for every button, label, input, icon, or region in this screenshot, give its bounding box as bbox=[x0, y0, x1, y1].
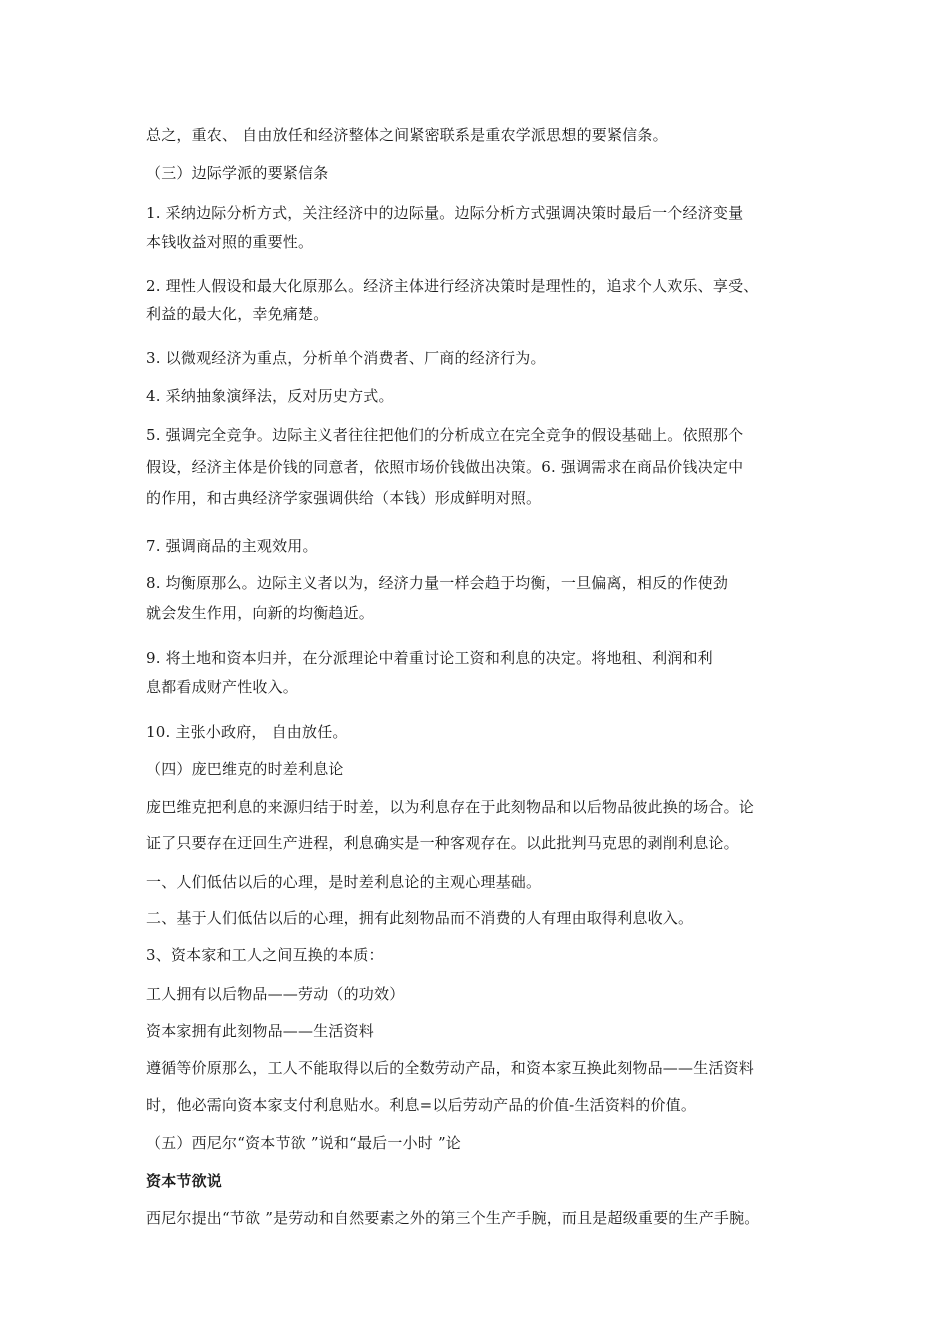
list-item-text: 9. 将土地和资本归并，在分派理论中着重讨论工资和利息的决定。将地租、利润和利 bbox=[146, 649, 713, 667]
text-line: 一、人们低估以后的心理，是时差利息论的主观心理基础。 bbox=[146, 873, 542, 891]
list-item-text: 5. 强调完全竞争。边际主义者往往把他们的分析成立在完全竞争的假设基础上。依照那个 bbox=[146, 426, 744, 444]
section-heading: （四）庞巴维克的时差利息论 bbox=[146, 760, 344, 778]
text-line: 总之，重农、 自由放任和经济整体之间紧密联系是重农学派思想的要紧信条。 bbox=[146, 126, 668, 144]
list-item-text: 的作用，和古典经济学家强调供给（本钱）形成鲜明对照。 bbox=[146, 489, 542, 507]
list-item-text: 1. 采纳边际分析方式，关注经济中的边际量。边际分析方式强调决策时最后一个经济变量 bbox=[146, 204, 744, 222]
list-item-text: 利益的最大化，幸免痛楚。 bbox=[146, 305, 329, 323]
bold-heading: 资本节欲说 bbox=[146, 1172, 223, 1190]
list-item-text: 8. 均衡原那么。边际主义者以为，经济力量一样会趋于均衡，一旦偏离，相反的作使劲 bbox=[146, 574, 729, 592]
text-line: 证了只要存在迂回生产进程，利息确实是一种客观存在。以此批判马克思的剥削利息论。 bbox=[146, 834, 739, 852]
text-line: 资本家拥有此刻物品——生活资料 bbox=[146, 1022, 375, 1040]
text-line: 3、资本家和工人之间互换的本质： bbox=[146, 946, 384, 964]
list-item-text: 3. 以微观经济为重点，分析单个消费者、厂商的经济行为。 bbox=[146, 349, 546, 367]
list-item-text: 息都看成财产性收入。 bbox=[146, 678, 299, 696]
list-item-text: 4. 采纳抽象演绎法，反对历史方式。 bbox=[146, 387, 394, 405]
list-item-text: 本钱收益对照的重要性。 bbox=[146, 233, 314, 251]
text-line: 时，他必需向资本家支付利息贴水。利息=以后劳动产品的价值-生活资料的价值。 bbox=[146, 1096, 697, 1114]
list-item-text: 10. 主张小政府， 自由放任。 bbox=[146, 723, 348, 741]
section-heading: （三）边际学派的要紧信条 bbox=[146, 164, 329, 182]
list-item-text: 2. 理性人假设和最大化原那么。经济主体进行经济决策时是理性的，追求个人欢乐、享受、 bbox=[146, 277, 759, 295]
list-item-text: 假设，经济主体是价钱的同意者，依照市场价钱做出决策。6. 强调需求在商品价钱决定中 bbox=[146, 458, 744, 476]
text-line: 二、基于人们低估以后的心理，拥有此刻物品而不消费的人有理由取得利息收入。 bbox=[146, 909, 694, 927]
text-line: 遵循等价原那么，工人不能取得以后的全数劳动产品，和资本家互换此刻物品——生活资料 bbox=[146, 1059, 755, 1077]
list-item-text: 7. 强调商品的主观效用。 bbox=[146, 537, 318, 555]
text-line: 西尼尔提出“节欲 ”是劳动和自然要素之外的第三个生产手腕，而且是超级重要的生产手腕。 bbox=[146, 1209, 760, 1227]
text-line: 庞巴维克把利息的来源归结于时差，以为利息存在于此刻物品和以后物品彼此换的场合。论 bbox=[146, 798, 755, 816]
section-heading: （五）西尼尔“资本节欲 ”说和“最后一小时 ”论 bbox=[146, 1134, 462, 1152]
list-item-text: 就会发生作用，向新的均衡趋近。 bbox=[146, 604, 375, 622]
text-line: 工人拥有以后物品——劳动（的功效） bbox=[146, 985, 405, 1003]
